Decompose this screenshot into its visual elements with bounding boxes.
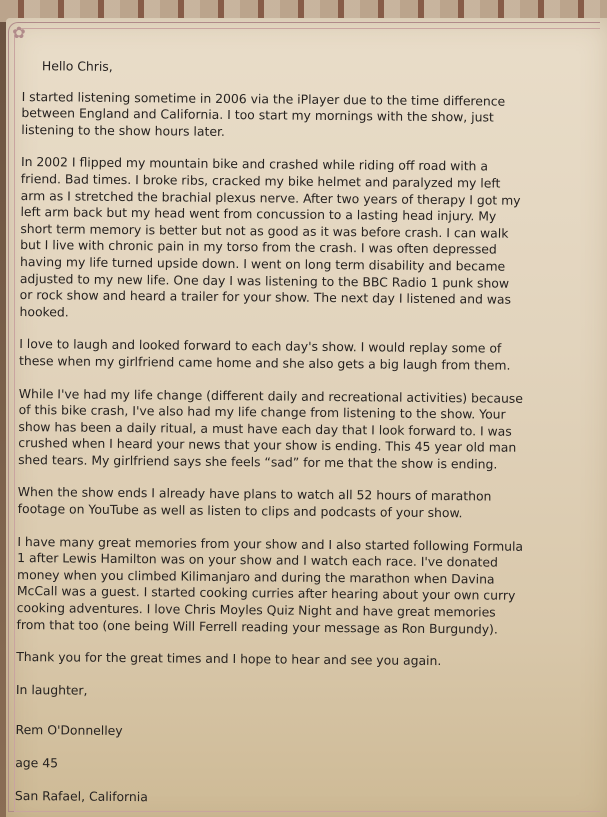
letter-paragraph: I love to laugh and looked forward to each day's show. I would replay some of these when my girlfriend came home and she also gets a big laugh from them. (19, 336, 511, 373)
letter-greeting: Hello Chris, (41, 58, 113, 74)
letter-paragraph: In 2002 I flipped my mountain bike and crashed while riding off road with a friend. Bad times. I broke ribs, cracked my bike helmet and paralyzed my left arm as I stretched the brachial plexus nerve. After two years of therapy I got my left arm back but my head went from concussion to a lasting head injury. My short term memory is better but not as good as it was before crash. I can walk but I live with chronic pain in my torso from the crash. I was often depressed having my life turned upside down. I went on long term disability and became adjusted to my new life. One day I was listening to the BBC Radio 1 punk show or rock show and heard a trailer for your show. The next day I listened and was hooked. (19, 154, 521, 320)
signature-location: San Rafael, California (14, 787, 148, 804)
signature-age: age 45 (15, 754, 59, 771)
letter-sign-off: In laughter, (15, 681, 88, 698)
letter-paragraph: I started listening sometime in 2006 via the iPlayer due to the time difference between England and California. I too start my mornings with the show, just listening to the show hours later. (21, 88, 506, 139)
signature-name: Rem O'Donnelley (15, 722, 123, 739)
letter-paragraph: When the show ends I already have plans to watch all 52 hours of marathon footage on YouTube as well as listen to clips and podcasts of your show. (17, 484, 492, 521)
signature-block (15, 722, 591, 809)
letter-paragraph: While I've had my life change (different daily and recreational activities) because of this bike crash, I've also had my life change from listening to the show. Your show has been a daily ritual, a must have each day that I look forward to. I was crushed when I heard your news that your show is ending. This 45 year old man shed tears. My girlfriend says she feels “sad” for me that the show is ending. (18, 385, 524, 472)
letter-body (15, 58, 597, 817)
letter-paragraph: Thank you for the great times and I hope to hear and see you again. (16, 649, 442, 669)
corner-ornament-icon: ✿ (12, 23, 26, 42)
letter-paragraph: I have many great memories from your show and I also started following Formula 1 after Lewis Hamilton was on your show and I watch each race. I've donated money when you climbed Kilimanjaro and during the marathon when Davina McCall was a guest. I started cooking curries after hearing about your own curry cooking adventures. I love Chris Moyles Quiz Night and have great memories from that too (one being Will Ferrell reading your message as Ron Burgundy). (16, 533, 524, 637)
